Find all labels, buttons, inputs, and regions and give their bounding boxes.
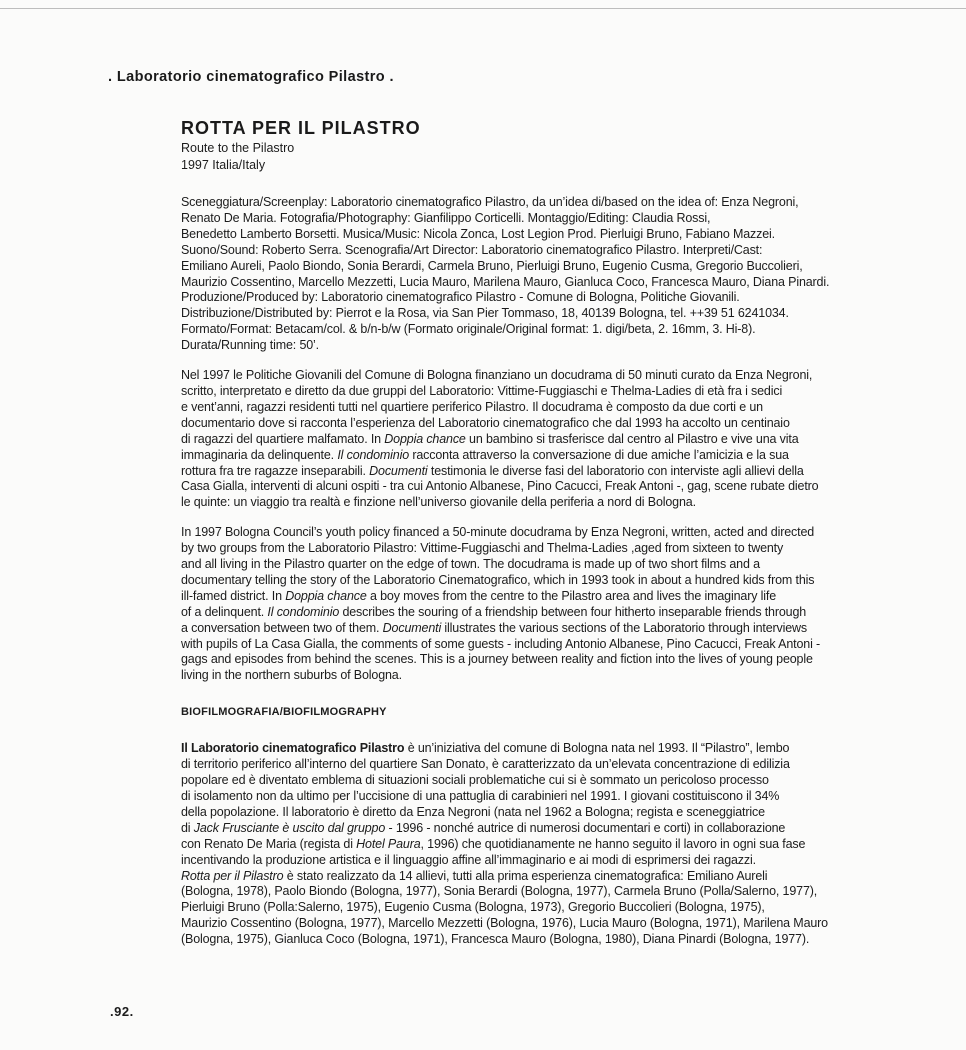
- text-run: - 1996 - nonché autrice di numerosi documentari e corti) in collaborazione: [385, 820, 786, 835]
- text-line: with pupils of La Casa Gialla, the comments of some guests - including Antonio Albanese, Pino Cacucci, Freak Antoni -: [181, 636, 821, 651]
- text-line: by two groups from the Laboratorio Pilastro: Vittime-Fuggiaschi and Thelma-Ladies ,aged from sixteen to twenty: [181, 541, 784, 556]
- text-line: [181, 869, 901, 885]
- film-title-italic: Il condominio: [337, 447, 410, 462]
- credits-line: Distribuzione/Distributed by: Pierrot e la Rosa, via San Pier Tommaso, 18, 40139 Bologna, tel. ++39 51 6241034.: [181, 306, 789, 321]
- text-run: racconta attraverso la conversazione di due amiche l’amicizia e la sua: [409, 447, 789, 462]
- text-run: a boy moves from the centre to the Pilastro area and lives the imaginary life: [366, 588, 777, 603]
- text-line: le quinte: un viaggio tra realtà e finzione nell’universo giovanile della periferia a nord di Bologna.: [181, 495, 696, 510]
- text-run: a conversation between two of them.: [181, 620, 383, 635]
- credits-line: Emiliano Aureli, Paolo Biondo, Sonia Berardi, Carmela Bruno, Pierluigi Bruno, Eugenio Cusma, Gregorio Buccolieri,: [181, 258, 803, 273]
- biofilmography-text: [181, 741, 901, 948]
- film-title: ROTTA PER IL PILASTRO: [181, 118, 421, 138]
- film-title-italic: Rotta per il Pilastro: [181, 868, 284, 883]
- text-run: è stato realizzato da 14 allievi, tutti alla prima esperienza cinematografica: Emiliano Aureli: [283, 868, 768, 883]
- text-line: documentario dove si racconta l’esperienza del Laboratorio cinematografico che dal 1993 ha accolto un centinaio: [181, 415, 790, 430]
- text-line: and all living in the Pilastro quarter on the edge of town. The docudrama is made up of two short films and a: [181, 557, 760, 572]
- text-line: Casa Gialla, interventi di alcuni ospiti - tra cui Antonio Albanese, Pino Cacucci, Freak Antoni -, gag, scene rubate dietro: [181, 479, 819, 494]
- text-run: of a delinquent.: [181, 604, 268, 619]
- text-line: [181, 837, 901, 853]
- credits-line: Suono/Sound: Roberto Serra. Scenografia/Art Director: Laboratorio cinematografico Pilastro. Interpreti/Cast:: [181, 242, 763, 257]
- text-line: incentivando la produzione artistica e il linguaggio affine all’immaginario e ai modi di esprimersi dei ragazzi.: [181, 852, 756, 867]
- text-line: della popolazione. Il laboratorio è diretto da Enza Negroni (nata nel 1962 a Bologna; regista e sceneggiatrice: [181, 804, 765, 819]
- credits-line: Sceneggiatura/Screenplay: Laboratorio cinematografico Pilastro, da un’idea di/based on the idea of: Enza Negroni,: [181, 195, 799, 209]
- synopsis-english: [181, 525, 901, 684]
- text-line: di isolamento non da ultimo per l’uccisione di una pattuglia di carabinieri nel 1991. I giovani costituiscono il 34%: [181, 789, 780, 803]
- text-line: [181, 605, 901, 621]
- text-run: , 1996) che quotidianamente ne hanno seguito il lavoro in ogni sua fase: [420, 836, 806, 851]
- synopsis-italian: [181, 368, 901, 511]
- text-line: Nel 1997 le Politiche Giovanili del Comune di Bologna finanziano un docudrama di 50 minuti curato da Enza Negroni,: [181, 368, 813, 383]
- text-run: rottura fra tre ragazze inseparabili.: [181, 463, 370, 478]
- credits-block: [181, 195, 901, 354]
- text-run: immaginaria da delinquente.: [181, 447, 338, 462]
- text-line: In 1997 Bologna Council’s youth policy financed a 50-minute docudrama by Enza Negroni, written, acted and directed: [181, 525, 815, 540]
- film-title-italic: Hotel Paura: [356, 836, 421, 851]
- text-line: [181, 589, 901, 605]
- text-run: è un’iniziativa del comune di Bologna nata nel 1993. Il “Pilastro”, lembo: [404, 741, 790, 756]
- film-title-italic: Documenti: [369, 463, 428, 478]
- text-run: describes the souring of a friendship between four hitherto inseparable friends through: [339, 604, 807, 619]
- film-title-italic: Doppia chance: [384, 431, 466, 446]
- top-rule: [0, 8, 966, 9]
- text-run: illustrates the various sections of the Laboratorio through interviews: [441, 620, 808, 635]
- english-title: Route to the Pilastro: [181, 141, 295, 155]
- text-line: documentary telling the story of the Laboratorio Cinematografico, which in 1993 took in about a hundred kids from this: [181, 572, 815, 587]
- film-title-italic: Documenti: [382, 620, 442, 635]
- main-content: [181, 116, 901, 948]
- text-line: [181, 432, 901, 448]
- credits-line: Maurizio Cossentino, Marcello Mezzetti, Lucia Mauro, Marilena Mauro, Gianluca Coco, Francesca Mauro, Diana Pinardi.: [181, 274, 830, 289]
- text-line: Pierluigi Bruno (Polla:Salerno, 1975), Eugenio Cusma (Bologna, 1973), Gregorio Buccolieri (Bologna, 1975),: [181, 900, 765, 915]
- text-line: gags and episodes from behind the scenes. This is a journey between reality and fiction into the lives of young people: [181, 652, 813, 667]
- text-line: [181, 741, 901, 757]
- film-title-italic: Doppia chance: [285, 588, 367, 603]
- credits-line: Renato De Maria. Fotografia/Photography: Gianfilippo Corticelli. Montaggio/Editing: Claudia Rossi,: [181, 210, 711, 225]
- text-line: [181, 621, 901, 637]
- credits-line: Durata/Running time: 50’.: [181, 338, 319, 353]
- text-line: [181, 448, 901, 464]
- film-title-italic: Il condominio: [267, 604, 340, 619]
- page-number: .92.: [110, 1004, 134, 1019]
- text-run: ill-famed district. In: [181, 588, 286, 603]
- credits-line: Benedetto Lamberto Borsetti. Musica/Music: Nicola Zonca, Lost Legion Prod. Pierluigi Bruno, Fabiano Mazzei.: [181, 226, 775, 241]
- text-line: di territorio periferico all’interno del quartiere San Donato, è caratterizzato da un’elevata concentrazione di edilizia: [181, 757, 790, 772]
- text-line: (Bologna, 1975), Gianluca Coco (Bologna, 1971), Francesca Mauro (Bologna, 1980), Diana Pinardi (Bologna, 1977).: [181, 932, 810, 947]
- text-run: testimonia le diverse fasi del laboratorio con interviste agli allievi della: [427, 463, 804, 478]
- text-line: [181, 464, 901, 480]
- text-run: di ragazzi del quartiere malfamato. In: [181, 431, 385, 446]
- section-header: . Laboratorio cinematografico Pilastro .: [108, 69, 394, 85]
- film-title-italic: Jack Frusciante è uscito dal gruppo: [193, 820, 386, 835]
- text-line: (Bologna, 1978), Paolo Biondo (Bologna, 1977), Sonia Berardi (Bologna, 1977), Carmela Bruno (Polla/Salerno, 1977),: [181, 884, 818, 899]
- text-line: Maurizio Cossentino (Bologna, 1977), Marcello Mezzetti (Bologna, 1976), Lucia Mauro (Bologna, 1971), Marilena Mauro: [181, 916, 828, 931]
- text-line: popolare ed è diventato emblema di situazioni sociali problematiche cui si è sommato un pericoloso processo: [181, 773, 769, 788]
- credits-line: Formato/Format: Betacam/col. & b/n-b/w (Formato originale/Original format: 1. digi/beta, 2. 16mm, 3. Hi-8).: [181, 322, 756, 337]
- credits-line: Produzione/Produced by: Laboratorio cinematografico Pilastro - Comune di Bologna, Politiche Giovanili.: [181, 290, 740, 305]
- text-run: con Renato De Maria (regista di: [181, 836, 357, 851]
- text-line: [181, 821, 901, 837]
- text-run: un bambino si trasferisce dal centro al Pilastro e vive una vita: [465, 431, 799, 446]
- text-run: di: [181, 820, 194, 835]
- biofilmography-heading: BIOFILMOGRAFIA/BIOFILMOGRAPHY: [181, 706, 387, 719]
- text-line: living in the northern suburbs of Bologna.: [181, 668, 402, 683]
- text-line: scritto, interpretato e diretto da due gruppi del Laboratorio: Vittime-Fuggiaschi e Thelma-Ladies di età fra i sedici: [181, 383, 783, 398]
- year-country: 1997 Italia/Italy: [181, 158, 266, 172]
- text-line: e vent’anni, ragazzi residenti tutti nel quartiere periferico Pilastro. Il docudrama è composto da due corti e un: [181, 399, 763, 414]
- lab-name-bold: Il Laboratorio cinematografico Pilastro: [181, 741, 405, 756]
